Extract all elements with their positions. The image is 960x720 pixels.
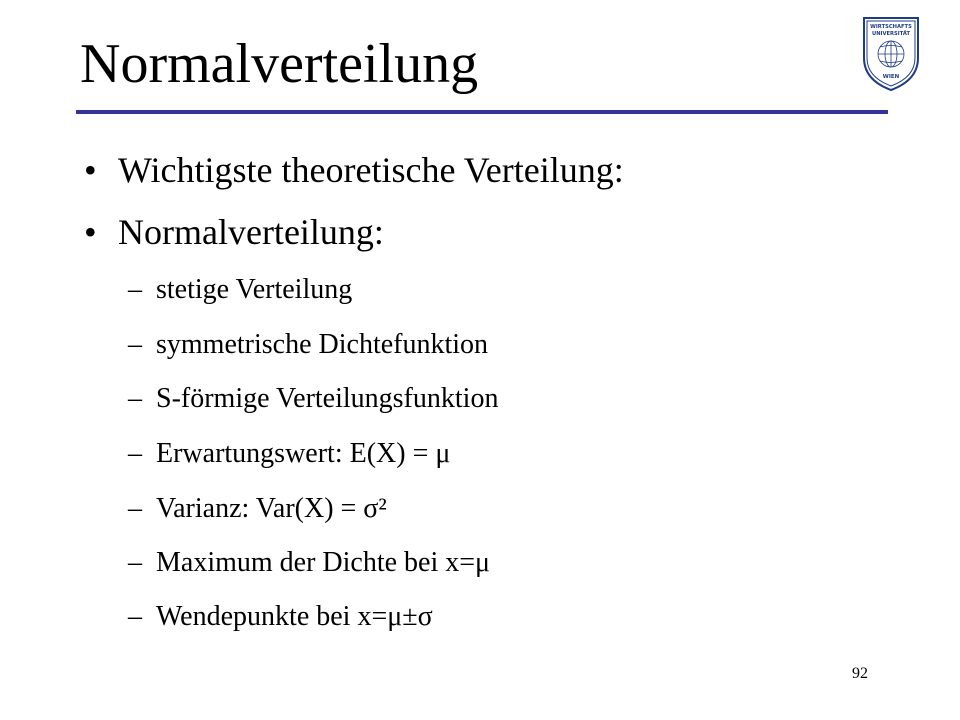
sub-bullet-item xyxy=(128,599,433,635)
sub-bullet-marker: – xyxy=(128,547,142,578)
sub-bullet-marker: – xyxy=(128,383,142,414)
bullet-text: Normalverteilung: xyxy=(118,212,384,252)
bullet-text: Wichtigste theoretische Verteilung: xyxy=(118,150,624,190)
sub-bullet-item xyxy=(128,381,498,417)
sub-bullet-text: Maximum der Dichte bei x=μ xyxy=(156,547,491,578)
sub-bullet-item xyxy=(128,327,488,363)
university-logo xyxy=(860,14,922,92)
sub-bullet-text: Varianz: Var(X) = σ² xyxy=(156,493,387,524)
logo-text-line3: WIEN xyxy=(882,74,900,80)
sub-bullet-item xyxy=(128,545,490,581)
sub-bullet-marker: – xyxy=(128,329,142,360)
sub-bullet-item xyxy=(128,272,352,308)
sub-bullet-item xyxy=(128,491,387,527)
sub-bullet-marker: – xyxy=(128,601,142,632)
sub-bullet-marker: – xyxy=(128,438,142,469)
sub-bullet-text: stetige Verteilung xyxy=(156,274,353,305)
page-number: 92 xyxy=(852,665,868,682)
sub-bullet-text: Wendepunkte bei x=μ±σ xyxy=(156,601,433,632)
sub-bullet-marker: – xyxy=(128,274,142,305)
sub-bullet-marker: – xyxy=(128,493,142,524)
logo-text-line2: UNIVERSITÄT xyxy=(872,31,910,37)
bullet-item xyxy=(84,210,384,254)
logo-text-line1: WIRTSCHAFTS xyxy=(870,24,912,30)
globe-icon xyxy=(878,41,904,67)
title-underline xyxy=(76,110,888,114)
slide-title: Normalverteilung xyxy=(80,33,479,95)
sub-bullet-text: symmetrische Dichtefunktion xyxy=(156,329,489,360)
sub-bullet-text: S-förmige Verteilungsfunktion xyxy=(156,383,499,414)
sub-bullet-item xyxy=(128,436,450,472)
bullet-marker: • xyxy=(84,150,97,190)
sub-bullet-text: Erwartungswert: E(X) = μ xyxy=(156,438,451,469)
bullet-marker: • xyxy=(84,212,97,252)
bullet-item xyxy=(84,148,624,192)
